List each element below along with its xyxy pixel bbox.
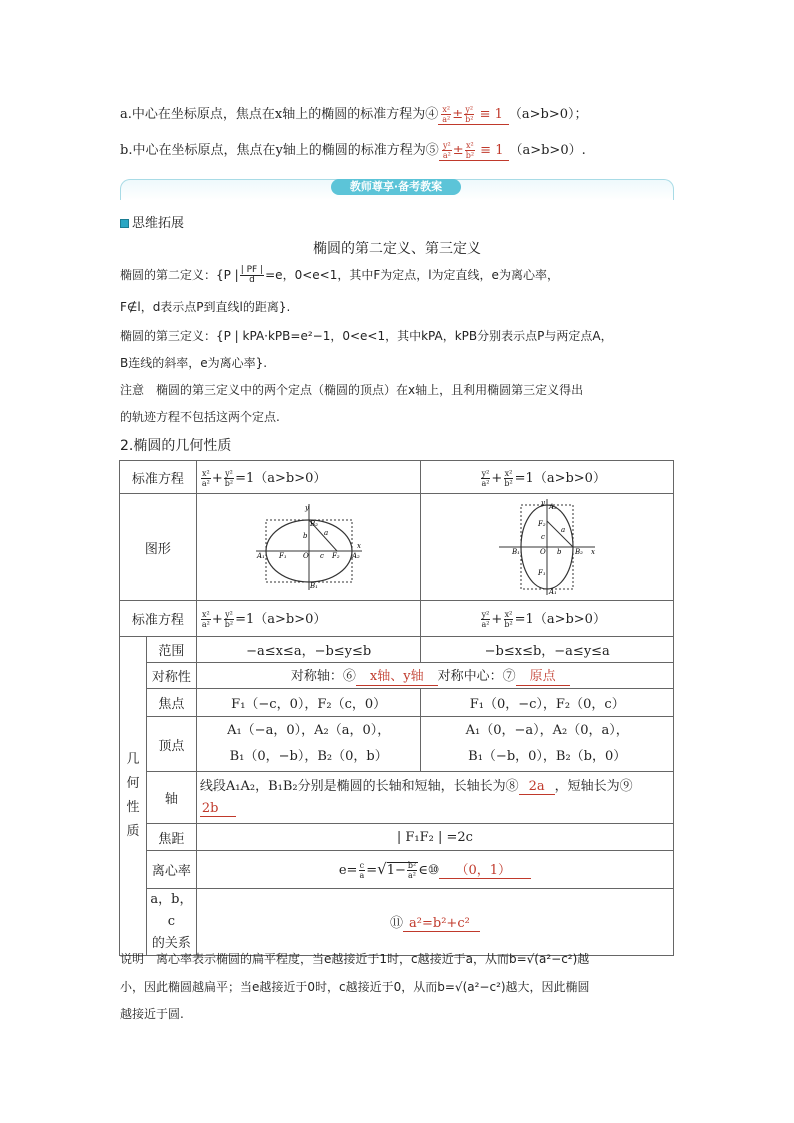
table-row <box>120 494 674 601</box>
relation-value: ⑪ a²=b²+c² <box>196 889 673 956</box>
label-symmetry: 对称性 <box>146 663 196 689</box>
explain-line1: 说明 离心率表示椭圆的扁平程度，当e越接近于1时，c越接近于a，从而b=√(a²−c²)越 <box>120 952 590 966</box>
label-axis: 轴 <box>146 772 196 824</box>
svg-text:A₁: A₁ <box>549 588 558 596</box>
focus-left: F₁（−c，0），F₂（c，0） <box>196 689 421 717</box>
svg-text:b: b <box>557 548 562 556</box>
table-row <box>120 772 674 824</box>
range-left: −a≤x≤a，−b≤y≤b <box>196 637 421 663</box>
label-focal: 焦距 <box>146 824 196 851</box>
row-label-std2: 标准方程 <box>120 601 197 637</box>
svg-text:A₂: A₂ <box>351 552 360 560</box>
explain-line3: 越接近于圆. <box>120 1007 184 1021</box>
vertex-right: A₁（0，−a），A₂（0，a）， B₁（−b，0），B₂（b，0） <box>421 717 674 772</box>
vertex-left: A₁（−a，0），A₂（a，0）， B₁（0，−b），B₂（0，b） <box>196 717 421 772</box>
label-eccentricity: 离心率 <box>146 851 196 889</box>
teacher-banner <box>120 179 674 200</box>
eccentricity-value: e= $\frac{c}{a}$ =√1− $\frac{\text{b²}}{\text{a²}}$ ∈⑩ （0，1） <box>196 851 673 889</box>
note-line2: 的轨迹方程不包括这两个定点. <box>120 410 280 424</box>
svg-text:a: a <box>561 526 566 534</box>
answer-5: $\frac{\text{y²}}{\text{a²}}$ ± $\frac{\text{x²}}{\text{b²}}$ ≡ 1 <box>439 141 510 161</box>
explain-line2: 小，因此椭圆越扁平；当e越接近于0时，c越接近于0，从而b=√(a²−c²)越大，因此椭圆 <box>120 980 590 994</box>
std-right: $\frac{\text{y²}}{\text{a²}}$ + $\frac{\text{x²}}{\text{b²}}$ =1（a>b>0） <box>421 461 674 494</box>
range-right: −b≤x≤b，−a≤y≤a <box>421 637 674 663</box>
table-row <box>120 637 674 663</box>
svg-text:F₂: F₂ <box>331 552 340 560</box>
row-label-figure: 图形 <box>120 494 197 601</box>
label-range: 范围 <box>146 637 196 663</box>
line-a: a.中心在坐标原点，焦点在x轴上的椭圆的标准方程为④ $\frac{\text{x²}}{\text{a²}}$ ± $\frac{\text{y²}}{\text{b²}}$ ≡ 1 （a>b>0）； <box>120 105 588 124</box>
label-relation: a，b，c 的关系 <box>146 889 196 956</box>
label-focus: 焦点 <box>146 689 196 717</box>
note-line1: 注意 椭圆的第三定义中的两个定点（椭圆的顶点）在x轴上，且利用椭圆第三定义得出 <box>120 383 584 397</box>
answer-4: $\frac{\text{x²}}{\text{a²}}$ ± $\frac{\text{y²}}{\text{b²}}$ ≡ 1 <box>438 105 509 125</box>
table-row <box>120 461 674 494</box>
std2-right: $\frac{\text{y²}}{\text{a²}}$ + $\frac{\text{x²}}{\text{b²}}$ =1（a>b>0） <box>421 601 674 637</box>
svg-text:a: a <box>323 529 328 537</box>
svg-text:B₂: B₂ <box>309 520 318 528</box>
subheading: 2.椭圆的几何性质 <box>120 438 232 454</box>
label-vertex: 顶点 <box>146 717 196 772</box>
svg-text:F₂: F₂ <box>538 520 546 528</box>
table-row <box>120 689 674 717</box>
axis-value: 线段A₁A₂，B₁B₂分别是椭圆的长轴和短轴，长轴长为⑧ 2a ，短轴长为⑨ 2b <box>196 772 673 824</box>
section-heading: 思维拓展 <box>120 212 184 231</box>
square-bullet-icon <box>120 219 129 228</box>
table-row <box>120 663 674 689</box>
figure-left <box>196 494 421 601</box>
def3-line1: 椭圆的第三定义：{P | kPA·kPB=e²−1，0<e<1，其中kPA，kPB分别表示点P与两定点A， <box>120 329 613 343</box>
svg-text:c: c <box>319 552 324 560</box>
focal-value: | F₁F₂ | =2c <box>196 824 673 851</box>
svg-text:B₁: B₁ <box>309 582 318 590</box>
svg-text:F₁: F₁ <box>538 569 546 577</box>
std-left: $\frac{\text{x²}}{\text{a²}}$ + $\frac{\text{y²}}{\text{b²}}$ =1（a>b>0） <box>196 461 421 494</box>
def3-line2: B连线的斜率，e为离心率}. <box>120 356 268 370</box>
svg-text:B₂: B₂ <box>575 548 584 556</box>
vertical-ellipse-figure <box>497 497 597 597</box>
std2-left: $\frac{\text{x²}}{\text{a²}}$ + $\frac{\text{y²}}{\text{b²}}$ =1（a>b>0） <box>196 601 421 637</box>
teacher-banner-label: 教师尊享·备考教案 <box>331 179 461 195</box>
row-label-std: 标准方程 <box>120 461 197 494</box>
horizontal-ellipse-figure <box>254 502 364 592</box>
svg-text:F₁: F₁ <box>278 552 287 560</box>
svg-text:x: x <box>356 542 361 550</box>
table-row <box>120 824 674 851</box>
table-row <box>120 889 674 956</box>
figure-right <box>421 494 674 601</box>
section-title: 椭圆的第二定义、第三定义 <box>313 241 481 257</box>
table-row <box>120 717 674 772</box>
svg-text:y: y <box>541 499 546 507</box>
table-row <box>120 601 674 637</box>
group-label: 几 何 性 质 <box>120 637 147 956</box>
svg-text:O: O <box>302 552 309 560</box>
svg-text:c: c <box>541 533 546 541</box>
symmetry-value: 对称轴：⑥ x轴、y轴 对称中心：⑦ 原点 <box>196 663 673 689</box>
svg-text:A₂: A₂ <box>549 503 558 511</box>
def2-line2: F∉l，d表示点P到直线l的距离}. <box>120 300 291 314</box>
svg-text:O: O <box>540 548 546 556</box>
svg-text:x: x <box>591 548 596 556</box>
svg-text:B₁: B₁ <box>512 548 521 556</box>
table-row <box>120 851 674 889</box>
svg-text:A₁: A₁ <box>256 552 265 560</box>
svg-text:y: y <box>304 504 309 512</box>
svg-text:b: b <box>302 532 308 540</box>
properties-table <box>119 460 674 956</box>
focus-right: F₁（0，−c），F₂（0，c） <box>421 689 674 717</box>
line-b: b.中心在坐标原点，焦点在y轴上的椭圆的标准方程为⑤ $\frac{\text{y²}}{\text{a²}}$ ± $\frac{\text{x²}}{\text{b²}}$ ≡ 1 （a>b>0）. <box>120 141 586 160</box>
def2-line1: 椭圆的第二定义：{P | $\frac{| PF |}{d}$ =e，0<e<1，其中F为定点，l为定直线，e为离心率， <box>120 265 559 285</box>
